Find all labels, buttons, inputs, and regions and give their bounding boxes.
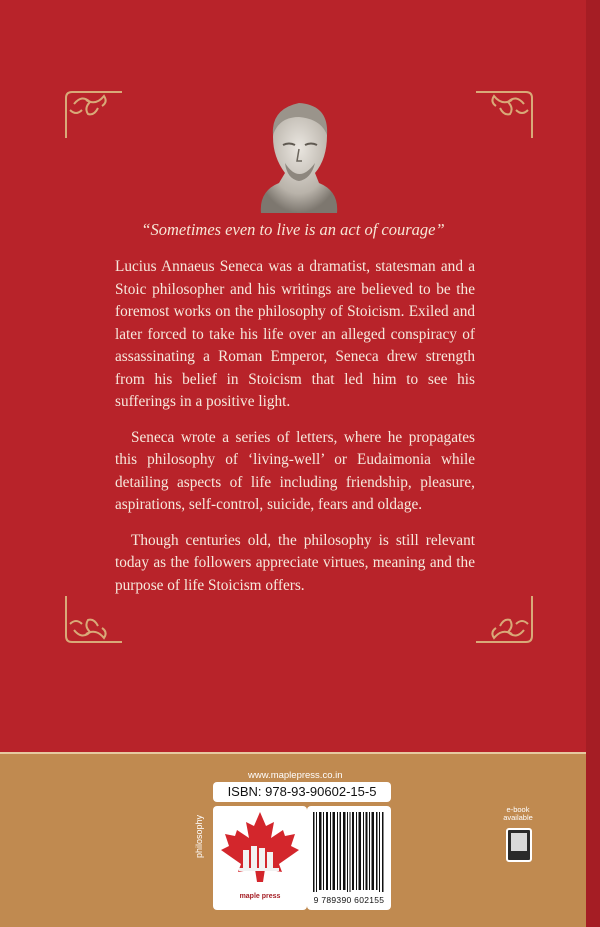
ebook-label: e-book available bbox=[503, 805, 533, 822]
publisher-website[interactable]: www.maplepress.co.in bbox=[248, 770, 343, 781]
publisher-name: maple press bbox=[239, 893, 281, 900]
blurb-paragraph: Lucius Annaeus Seneca was a dramatist, statesman and a Stoic philosopher and his writings are believed to be the foremost works on the philosophy of Stoicism. Exiled and later forced to take his life over an alleged conspiracy of assassinating a Roman Emperor, Seneca drew strength from his belief in Stoicism that led him to see his sufferings in a positive light. bbox=[115, 258, 475, 410]
blurb-paragraph: Seneca wrote a series of letters, where he propagates this philosophy of ‘living-well’ or Eudaimonia while detailing aspects of life including friendship, pleasure, aspirations, self-control, suicide, fears and oldage. bbox=[115, 428, 475, 513]
maple-leaf-icon bbox=[213, 806, 307, 892]
corner-ornament-bottom-right bbox=[470, 594, 536, 646]
spine-edge bbox=[586, 0, 600, 927]
corner-ornament-top-right bbox=[470, 88, 536, 140]
category-label: philosophy bbox=[194, 814, 204, 858]
corner-ornament-top-left bbox=[62, 88, 128, 140]
barcode-number: 9 789390 602155 bbox=[313, 895, 385, 905]
seneca-bust-image bbox=[255, 95, 341, 213]
barcode-bars bbox=[307, 806, 391, 892]
barcode bbox=[307, 806, 391, 910]
epigraph-quote: “Sometimes even to live is an act of courage” bbox=[141, 220, 445, 239]
isbn-label: ISBN: 978-93-90602-15-5 bbox=[213, 782, 391, 802]
ebook-reader-icon bbox=[506, 828, 532, 862]
blurb-paragraph: Though centuries old, the philosophy is still relevant today as the followers appreciate virtues, meaning and the purpose of life Stoicism offers. bbox=[115, 531, 475, 594]
blurb-text bbox=[115, 256, 475, 610]
publisher-logo bbox=[213, 806, 307, 910]
